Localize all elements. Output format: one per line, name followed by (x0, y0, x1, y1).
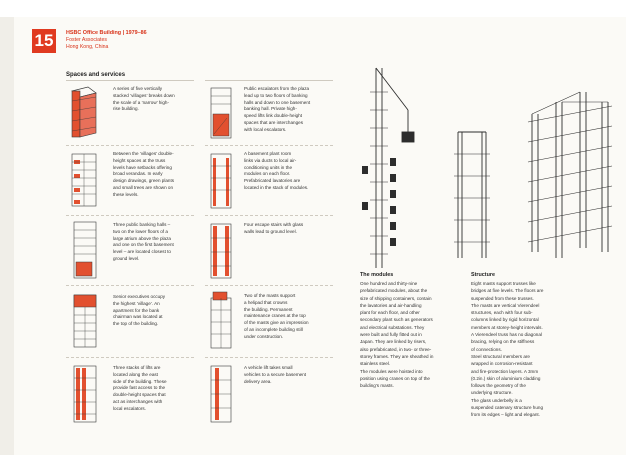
row-divider (66, 215, 194, 216)
building-diagram-lifts-icon (66, 362, 102, 426)
row-divider (205, 215, 333, 216)
caption-plant-room: A basement plant room links via ducts to local air- conditioning units in the modules on each floor. Prefabricated lavatories are located in the stack of modules. (244, 151, 309, 190)
building-diagram-vehicle-lift-icon (205, 362, 237, 426)
caption-verandas: Between the ‘villages’ double- height spaces at the truss levels have setbacks offering broad verandas. In early design drawings, green plants and small trees are shown on these levels. (113, 151, 175, 197)
building-diagram-banking-halls-icon (66, 220, 102, 282)
binding-gutter (0, 17, 14, 455)
structure-masts-drawing (452, 62, 628, 262)
caption-helipad: Two of the masts support a helipad that crowns the building. Permanent maintenance cranes at the top of the masts give an impression of an incomplete building still under construction. (244, 293, 309, 339)
building-location: Hong Kong, China (66, 44, 109, 50)
building-diagram-executives-icon (66, 291, 102, 351)
modules-body: One hundred and thirty-nine prefabricated modules, about the size of shipping containers, contain the lavatories and air-handling plant for each floor, and other secondary plant such as generators and electrical substations. They were built and fully fitted out in Japan. They are linked by risers, also prefabricated, in two- or three- storey frames. They are sheathed in stainless steel. The modules were hoisted into position using cranes on top of the building’s masts. (360, 281, 434, 389)
building-diagram-escalators-icon (205, 84, 237, 142)
structure-heading: Structure (471, 272, 495, 278)
caption-vehicle-lift: A vehicle lift takes small vehicles to a secure basement delivery area. (244, 365, 307, 384)
caption-executives: Senior executives occupy the highest ‘village’. An apartment for the bank chairman was located at the top of the building. (113, 294, 166, 327)
page-number-badge: 15 (32, 29, 56, 53)
row-divider (66, 357, 194, 358)
page-title: HSBC Office Building | 1979–86 (66, 30, 147, 36)
row-divider (66, 285, 194, 286)
row-divider (66, 145, 194, 146)
caption-banking-halls: Three public banking halls – two on the lower floors of a large atrium above the plaza and one on the first basement level – are located closest to ground level. (113, 222, 174, 261)
caption-lifts: Three stacks of lifts are located along the east side of the building. These provide fast access to the double-height spaces that act as interchanges with local escalators. (113, 365, 167, 411)
building-diagram-villages-icon (66, 85, 102, 141)
section-title: Spaces and services (66, 72, 126, 78)
caption-escalators: Public escalators from the plaza lead up to two floors of banking halls and down to one basement banking hall. Private high- speed lifts link double-height spaces that are interchanges with local escalators. (244, 86, 311, 132)
caption-villages: A series of five vertically stacked ‘villages’ breaks down the scale of a ‘narrow’ high- rise building. (113, 86, 175, 112)
row-divider (205, 285, 333, 286)
structure-body: Eight masts support trusses like bridges at five levels. The floors are suspended from these trusses. The masts are vertical Vierendeel structures, each with four sub- columns linked by rigid horizontal members at storey-height intervals. A Vierendeel truss has no diagonal bracing, relying on the stiffness of connections. Steel structural members are wrapped in corrosion-resistant and fire-protection layers. A 3mm (0.2in.) skin of aluminium cladding follows the geometry of the underlying structure. The glass underbelly is a suspended catenary structure hung from its edges – light and elegant. (471, 281, 544, 418)
caption-escape-stairs: Four escape stairs with glass walls lead to ground level. (244, 222, 304, 234)
building-diagram-plant-room-icon (205, 150, 237, 212)
row-divider (205, 145, 333, 146)
architect-name: Foster Associates (66, 37, 107, 43)
column-rule-right (205, 80, 333, 81)
row-divider (205, 357, 333, 358)
building-diagram-escape-stairs-icon (205, 220, 237, 282)
building-diagram-verandas-icon (66, 150, 102, 210)
modules-heading: The modules (360, 272, 394, 278)
building-diagram-helipad-icon (205, 290, 237, 352)
column-rule-left (66, 80, 194, 81)
modules-crane-drawing (350, 62, 446, 272)
